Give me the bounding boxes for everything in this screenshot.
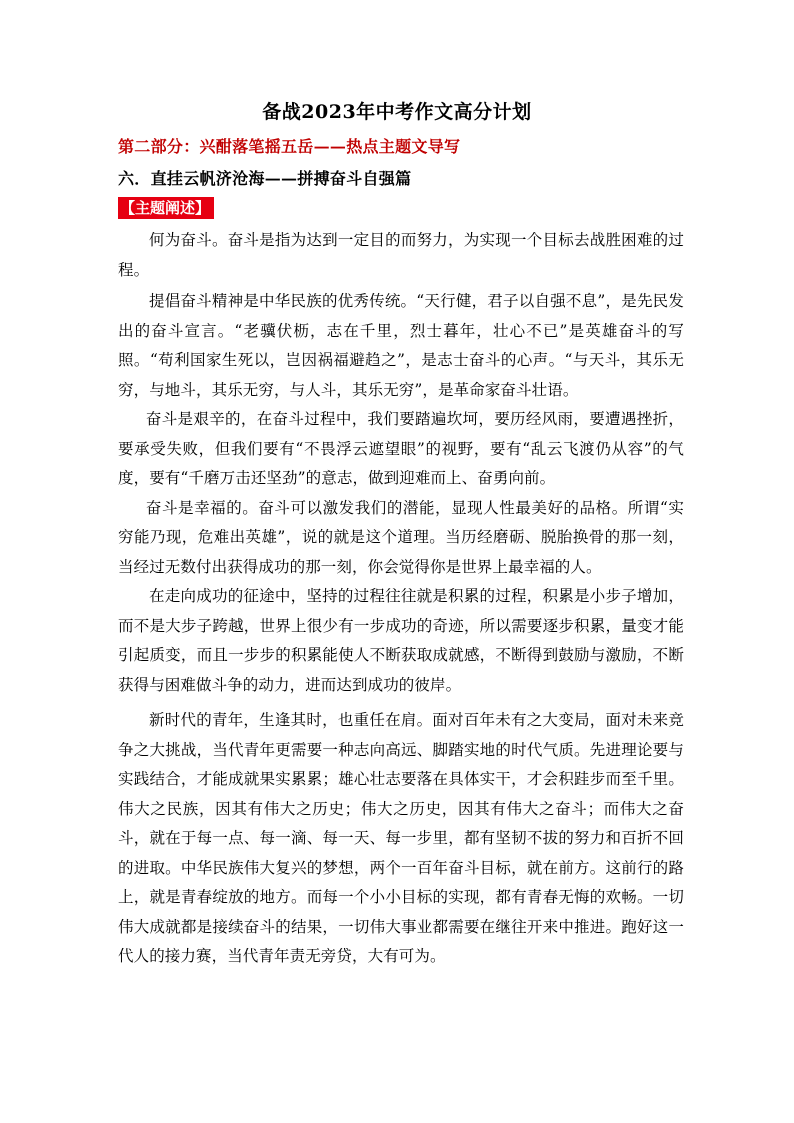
paragraph: 在走向成功的征途中，坚持的过程往往就是积累的过程，积累是小步子增加，而不是大步子跨越，世界上很少有一步成功的奇迹，所以需要逐步积累，量变才能引起质变，而且一步步的积累能使人不断获取成就感，不断得到鼓励与激励，不断获得与困难做斗争的动力，进而达到成功的彼岸。 <box>118 587 684 694</box>
paragraph: 何为奋斗。奋斗是指为达到一定目的而努力，为实现一个目标去战胜困难的过程。 <box>118 231 684 279</box>
body-text <box>118 226 684 972</box>
section-heading: 六．直挂云帆济沧海——拼搏奋斗自强篇 <box>118 169 412 188</box>
paragraph: 奋斗是艰辛的，在奋斗过程中，我们要踏遍坎坷，要历经风雨，要遭遇挫折，要承受失败，但我们要有“不畏浮云遮望眼”的视野，要有“乱云飞渡仍从容”的气度，要有“千磨万击还坚劲”的意志，做到迎难而上、奋勇向前。 <box>118 410 684 487</box>
paragraph: 提倡奋斗精神是中华民族的优秀传统。“天行健，君子以自强不息”，是先民发出的奋斗宣言。“老骥伏枥，志在千里，烈士暮年，壮心不已”是英雄奋斗的写照。“苟利国家生死以，岂因祸福避趋之”，是志士奋斗的心声。“与天斗，其乐无穷，与地斗，其乐无穷，与人斗，其乐无穷”，是革命家奋斗壮语。 <box>118 292 684 399</box>
document-title: 备战2023年中考作文高分计划 <box>262 101 532 123</box>
paragraph: 新时代的青年，生逢其时，也重任在肩。面对百年未有之大变局，面对未来竞争之大挑战，当代青年更需要一种志向高远、脚踏实地的时代气质。先进理论要与实践结合，才能成就果实累累；雄心壮志要落在具体实干，才会积跬步而至千里。伟大之民族，因其有伟大之历史；伟大之历史，因其有伟大之奋斗；而伟大之奋斗，就在于每一点、每一滴、每一天、每一步里，都有坚韧不拔的努力和百折不回的进取。中华民族伟大复兴的梦想，两个一百年奋斗目标，就在前方。这前行的路上，就是青春绽放的地方。而每一个小小目标的实现，都有青春无悔的欢畅。一切伟大成就都是接续奋斗的结果，一切伟大事业都需要在继往开来中推进。跑好这一代人的接力赛，当代青年责无旁贷，大有可为。 <box>118 711 684 965</box>
part-heading: 第二部分：兴酣落笔摇五岳——热点主题文导写 <box>118 137 461 156</box>
theme-badge: 【主题阐述】 <box>118 197 214 219</box>
paragraph: 奋斗是幸福的。奋斗可以激发我们的潜能，显现人性最美好的品格。所谓“实穷能乃现，危难出英雄”，说的就是这个道理。当历经磨砺、脱胎换骨的那一刻，当经过无数付出获得成功的那一刻，你会觉得你是世界上最幸福的人。 <box>118 498 684 576</box>
